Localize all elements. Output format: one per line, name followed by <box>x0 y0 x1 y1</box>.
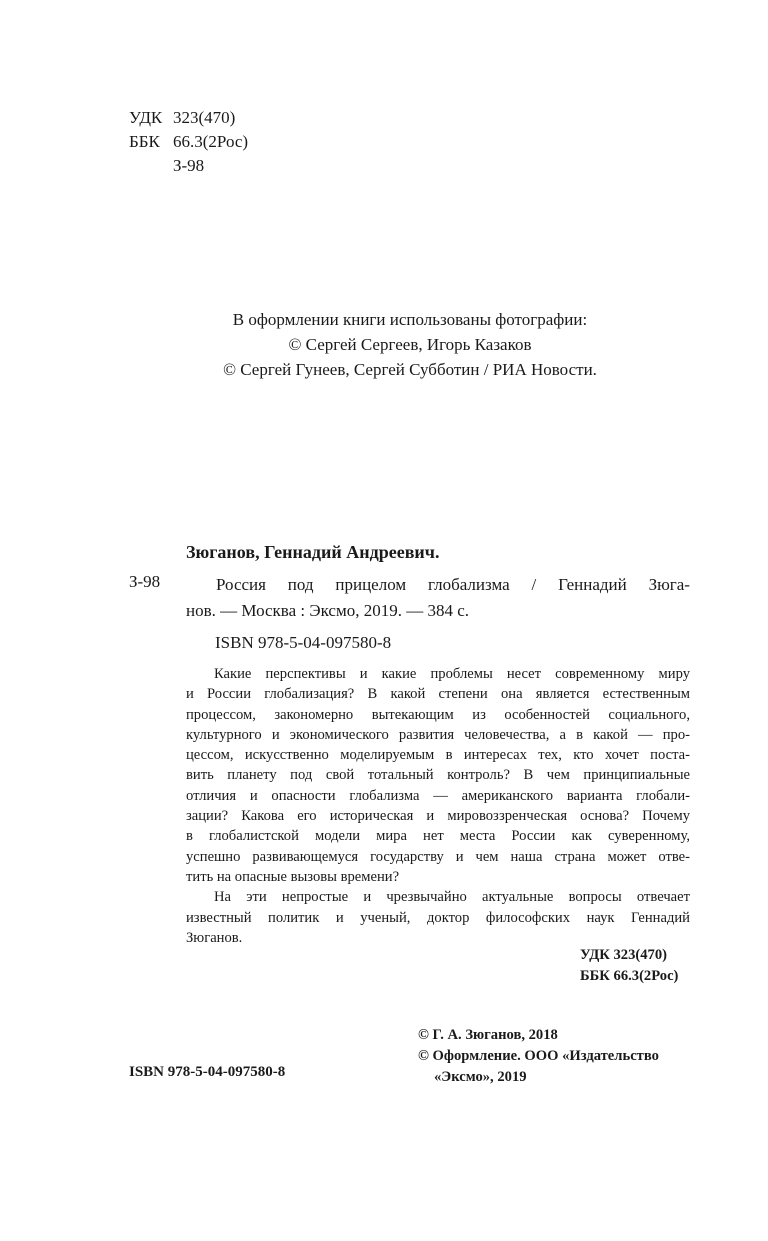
udk-value: 323(470) <box>173 108 236 127</box>
title-word: прицелом <box>335 575 407 594</box>
udk-row <box>129 106 248 130</box>
bbk-label: ББК <box>129 132 160 151</box>
credits-line-1: В оформлении книги использованы фотографии: <box>232 310 588 329</box>
bbk-value: 66.3(2Рос) <box>173 132 249 151</box>
title-word: под <box>287 575 314 594</box>
title-line-2: нов. — Москва : Эксмо, 2019. — 384 с. <box>186 601 470 620</box>
annotation-line: тить на опасные вызовы времени? <box>186 868 400 885</box>
classification-codes-right <box>580 945 678 987</box>
bbk-code: ББК 66.3(2Рос) <box>580 968 679 984</box>
udk-code: УДК 323(470) <box>580 947 668 963</box>
photo-credits <box>150 307 670 382</box>
annotation-line: культурного и экономического развития человечества, а в какой — про- <box>186 726 690 743</box>
annotation <box>186 664 690 948</box>
title-word: Геннадий <box>558 575 627 594</box>
isbn-bottom: ISBN 978-5-04-097580-8 <box>129 1064 286 1080</box>
annotation-line: цессом, искусственно моделируемым в интересах тех, кто хочет поста- <box>186 747 690 764</box>
copyright-design-line-1: © Оформление. ООО «Издательство <box>418 1048 659 1064</box>
title-line-1 <box>186 572 690 598</box>
credits-line-3: © Сергей Гунеев, Сергей Субботин / РИА Новости. <box>223 360 597 379</box>
annotation-line: процессом, закономерно вытекающим из особенностей социального, <box>186 706 690 723</box>
annotation-line: известный политик и ученый, доктор философских наук Геннадий <box>186 909 690 926</box>
title-word: / <box>531 575 537 594</box>
annotation-line: и России глобализация? В какой степени она является естественным <box>186 686 690 703</box>
annotation-line: вить планету под свой тотальный контроль? В чем принципиальные <box>186 767 690 784</box>
title-word: Россия <box>216 575 266 594</box>
copyright-block <box>418 1025 659 1088</box>
copyright-design-line-2: «Эксмо», 2019 <box>434 1069 527 1085</box>
title-word: глобализма <box>427 575 510 594</box>
author-mark-row <box>129 154 248 178</box>
title-word: Зюга- <box>648 575 690 594</box>
annotation-line: Зюганов. <box>186 929 243 946</box>
annotation-line: в глобалистской модели мира нет места России как суверенному, <box>186 828 690 845</box>
bbk-row <box>129 130 248 154</box>
classification-block <box>129 106 248 178</box>
annotation-line: Какие перспективы и какие проблемы несет современному миру <box>214 666 690 682</box>
book-author: Зюганов, Геннадий Андреевич. <box>186 542 440 562</box>
annotation-line: отличия и опасности глобализма — американского варианта глобали- <box>186 787 690 804</box>
annotation-line: успешно развивающемуся государству и чем наша страна может отве- <box>186 848 690 865</box>
isbn-record: ISBN 978-5-04-097580-8 <box>215 633 392 652</box>
bibliography-code: З-98 <box>129 572 161 591</box>
annotation-line: зации? Какова его историческая и мировоззренческая основа? Почему <box>186 808 690 825</box>
book-title-record <box>186 572 690 624</box>
annotation-line: На эти непростые и чрезвычайно актуальные вопросы отвечает <box>214 889 690 906</box>
author-mark: З-98 <box>173 156 205 175</box>
udk-label: УДК <box>129 108 163 127</box>
credits-line-2: © Сергей Сергеев, Игорь Казаков <box>288 335 532 354</box>
copyright-author: © Г. А. Зюганов, 2018 <box>418 1027 558 1043</box>
